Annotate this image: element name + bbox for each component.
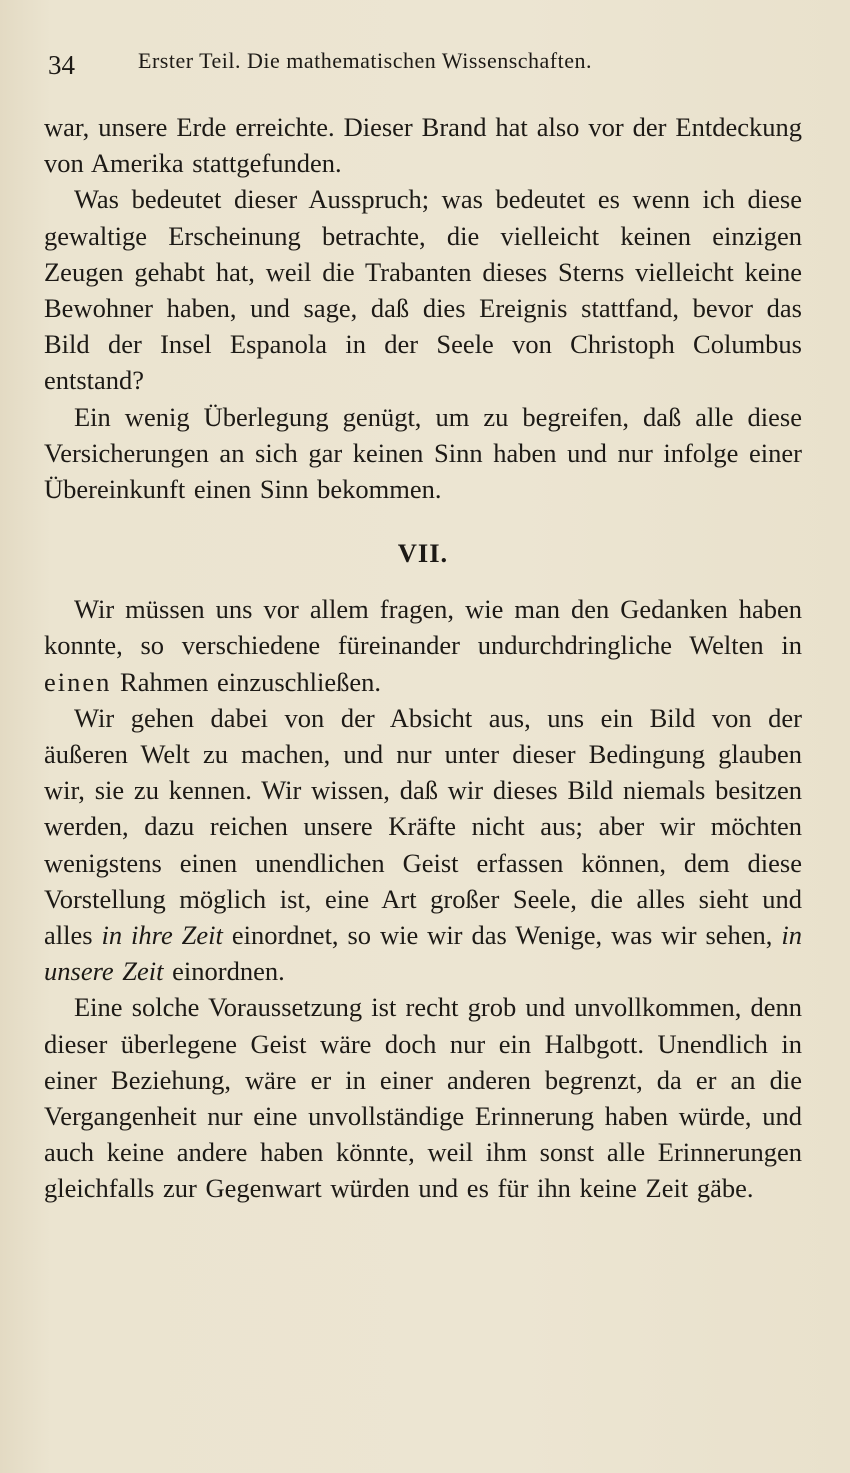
emphasis-italic: in unsere Zeit bbox=[44, 920, 802, 987]
text-run: Rahmen einzuschließen. bbox=[111, 666, 382, 697]
text-run: Wir müssen uns vor allem fragen, wie man den Gedanken haben konnte, so verschiedene füreinander undurchdringliche Welten in bbox=[44, 594, 802, 661]
emphasis-italic: in ihre Zeit bbox=[101, 920, 223, 951]
paragraph: war, unsere Erde erreichte. Dieser Brand hat also vor der Entdeckung von Amerika stattgefunden. bbox=[44, 112, 802, 179]
text-run: einordnet, so wie wir das Wenige, was wir sehen, bbox=[222, 920, 782, 951]
emphasis-spaced: einen bbox=[44, 666, 112, 697]
section-heading: VII. bbox=[397, 538, 449, 569]
paragraph: Eine solche Voraussetzung ist recht grob und unvollkommen, denn dieser überlegene Geist wäre doch nur ein Halbgott. Unendlich in einer Beziehung, wäre er in einer anderen begrenzt, da er an die Vergangenheit nur eine unvollständige Erinnerung haben würde, und auch keine andere haben könnte, weil ihm sonst alle Erinnerungen gleichfalls zur Gegenwart würden und es für ihn keine Zeit gäbe. bbox=[44, 992, 802, 1204]
body-text bbox=[44, 109, 802, 1207]
paragraph: Was bedeutet dieser Ausspruch; was bedeutet es wenn ich diese gewaltige Erscheinung betrachte, die vielleicht keinen einzigen Zeugen gehabt hat, weil die Trabanten dieses Sterns vielleicht keine Bewohner haben, und sage, daß dies Ereignis stattfand, bevor das Bild der Insel Espanola in der Seele von Christoph Columbus entstand? bbox=[44, 184, 802, 396]
paragraph bbox=[44, 700, 802, 990]
paragraph bbox=[44, 591, 802, 700]
running-head: Erster Teil. Die mathematischen Wissenschaften. bbox=[138, 48, 593, 73]
paragraph: Ein wenig Überlegung genügt, um zu begreifen, daß alle diese Versicherungen an sich gar keinen Sinn haben und nur infolge einer Übereinkunft einen Sinn bekommen. bbox=[44, 401, 802, 505]
text-run: einordnen. bbox=[163, 956, 285, 987]
page-number: 34 bbox=[48, 50, 75, 80]
text-run: Wir gehen dabei von der Absicht aus, uns ein Bild von der äußeren Welt zu machen, und nur unter dieser Bedingung glauben wir, sie zu kennen. Wir wissen, daß wir dieses Bild niemals besitzen werden, dazu reichen unsere Kräfte nicht aus; aber wir möchten wenigstens einen unendlichen Geist erfassen können, dem diese Vorstellung möglich ist, eine Art großer Seele, die alles sieht und alles bbox=[44, 702, 802, 951]
page-header bbox=[42, 44, 812, 80]
